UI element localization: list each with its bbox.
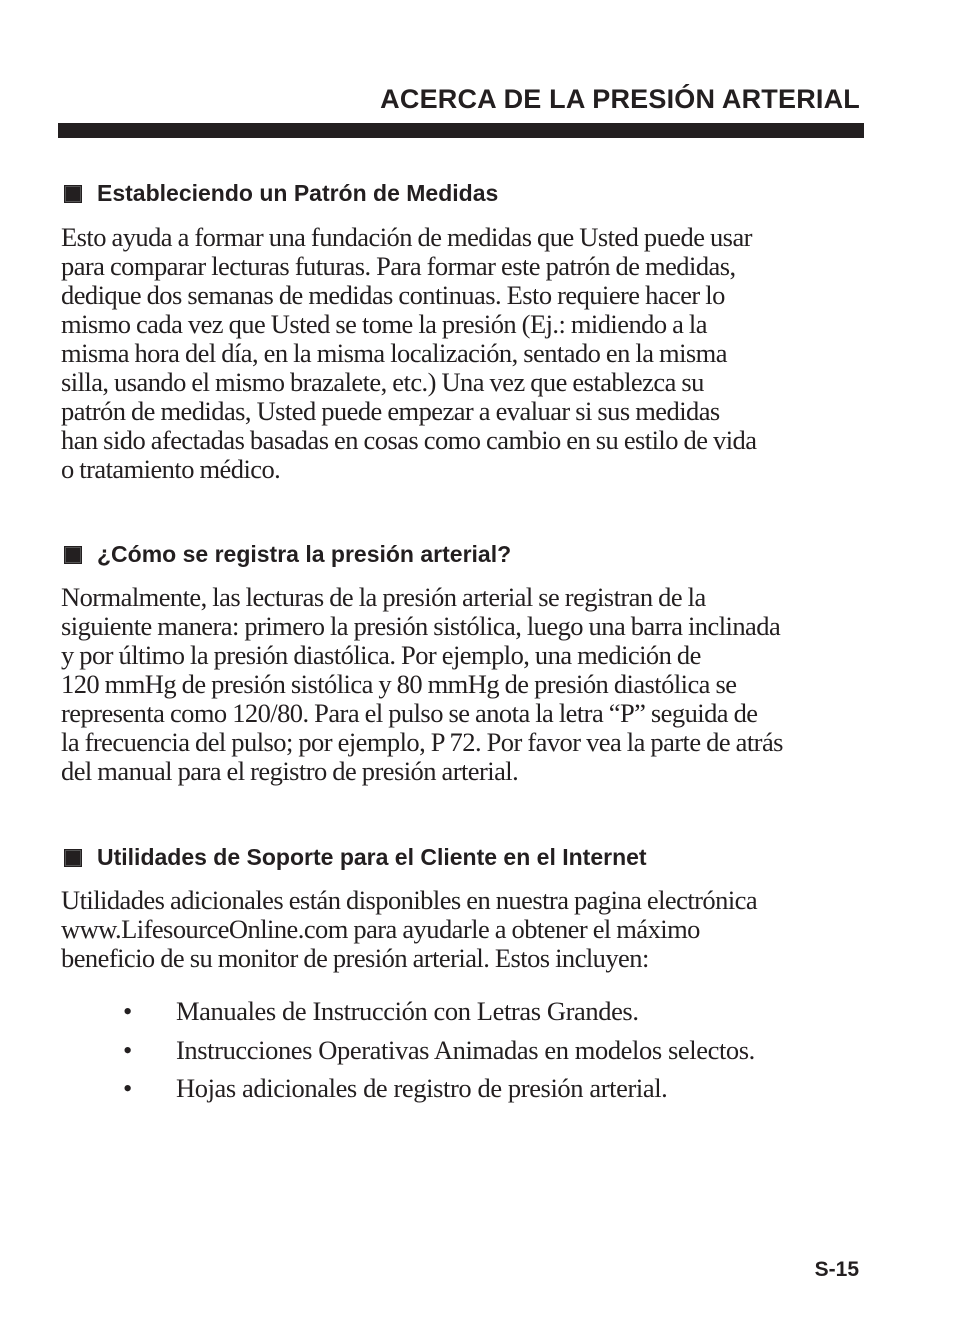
section-heading-recording bbox=[64, 541, 511, 568]
bullet-icon: • bbox=[123, 996, 132, 1026]
list-item bbox=[123, 1035, 755, 1074]
text-line: dedique dos semanas de medidas continuas. Esto requiere hacer lo bbox=[61, 280, 725, 310]
resources-list bbox=[123, 996, 755, 1112]
page-number: S-15 bbox=[814, 1258, 859, 1281]
list-item bbox=[123, 1073, 755, 1112]
bullet-icon: • bbox=[123, 1034, 132, 1065]
section-heading-baseline bbox=[64, 180, 498, 207]
text-line: o tratamiento médico. bbox=[61, 454, 281, 484]
text-line: beneficio de su monitor de presión arterial. Estos incluyen: bbox=[61, 943, 649, 973]
text-line: misma hora del día, en la misma localización, sentado en la misma bbox=[61, 338, 727, 368]
text-line: 120 mmHg de presión sistólica y 80 mmHg de presión diastólica se bbox=[61, 669, 737, 699]
square-bullet-icon bbox=[64, 185, 82, 203]
section-heading-text: Estableciendo un Patrón de Medidas bbox=[97, 180, 499, 206]
header-rule bbox=[58, 123, 864, 138]
text-line: siguiente manera: primero la presión sistólica, luego una barra inclinada bbox=[61, 611, 781, 641]
list-item-text: Hojas adicionales de registro de presión arterial. bbox=[176, 1073, 668, 1103]
text-line: del manual para el registro de presión arterial. bbox=[61, 756, 519, 786]
list-item-text: Instrucciones Operativas Animadas en modelos selectos. bbox=[176, 1034, 755, 1065]
text-line: representa como 120/80. Para el pulso se anota la letra “P” seguida de bbox=[61, 698, 758, 728]
square-bullet-icon bbox=[64, 849, 82, 867]
bullet-icon: • bbox=[123, 1073, 132, 1103]
square-bullet-icon bbox=[64, 546, 82, 564]
list-item-text: Manuales de Instrucción con Letras Grandes. bbox=[176, 996, 639, 1026]
text-line: para comparar lecturas futuras. Para formar este patrón de medidas, bbox=[61, 251, 736, 281]
text-line: la frecuencia del pulso; por ejemplo, P 72. Por favor vea la parte de atrás bbox=[61, 727, 783, 757]
text-line: mismo cada vez que Usted se tome la presión (Ej.: midiendo a la bbox=[61, 309, 707, 339]
section-heading-text: Utilidades de Soporte para el Cliente en el Internet bbox=[97, 844, 647, 870]
text-line: Esto ayuda a formar una fundación de medidas que Usted puede usar bbox=[61, 222, 752, 252]
text-line: silla, usando el mismo brazalete, etc.) Una vez que establezca su bbox=[61, 367, 704, 397]
text-line: Normalmente, las lecturas de la presión arterial se registran de la bbox=[61, 582, 706, 612]
section-heading-text: ¿Cómo se registra la presión arterial? bbox=[97, 541, 512, 567]
text-line: han sido afectadas basadas en cosas como cambio en su estilo de vida bbox=[61, 425, 757, 455]
text-line: patrón de medidas, Usted puede empezar a evaluar si sus medidas bbox=[61, 396, 720, 426]
page-header: ACERCA DE LA PRESIÓN ARTERIAL bbox=[380, 84, 860, 114]
section-heading-support bbox=[64, 844, 647, 871]
text-line: www.LifesourceOnline.com para ayudarle a obtener el máximo bbox=[61, 914, 700, 944]
text-line: Utilidades adicionales están disponibles en nuestra pagina electrónica bbox=[61, 885, 758, 915]
section-body-baseline bbox=[61, 223, 865, 484]
section-body-support bbox=[61, 886, 865, 973]
section-body-recording bbox=[61, 583, 865, 786]
list-item bbox=[123, 996, 755, 1035]
text-line: y por último la presión diastólica. Por ejemplo, una medición de bbox=[61, 640, 701, 670]
